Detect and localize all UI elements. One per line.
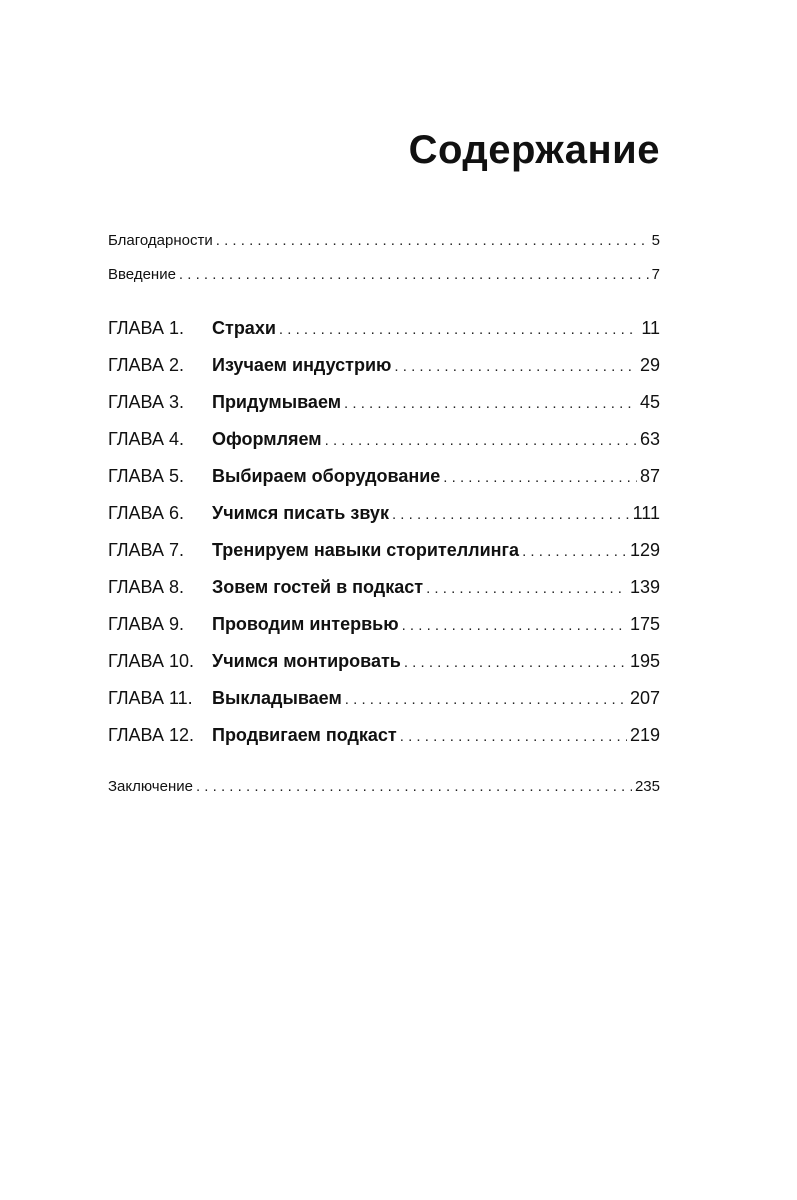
- toc-chapter-2[interactable]: [108, 355, 660, 376]
- dot-leader: [216, 232, 649, 249]
- dot-leader: [345, 691, 627, 708]
- chapter-number: ГЛАВА 9.: [108, 614, 184, 634]
- toc-chapter-3[interactable]: [108, 392, 660, 413]
- dot-leader: [426, 580, 627, 597]
- toc-page-number: 129: [629, 540, 660, 560]
- dot-leader: [402, 617, 627, 634]
- chapter-title: Придумываем: [212, 392, 342, 412]
- dot-leader: [392, 506, 630, 523]
- toc-entry-label: Благодарности: [108, 232, 213, 249]
- toc-page-number: 207: [629, 688, 660, 708]
- toc-page-number: 175: [629, 614, 660, 634]
- chapter-number: ГЛАВА 3.: [108, 392, 184, 412]
- chapter-title: Продвигаем подкаст: [212, 725, 397, 745]
- chapter-number: ГЛАВА 4.: [108, 429, 184, 449]
- chapter-number: ГЛАВА 8.: [108, 577, 184, 597]
- toc-entry-acknowledgements[interactable]: [108, 232, 660, 249]
- chapter-title: Учимся писать звук: [212, 503, 389, 523]
- chapter-title: Изучаем индустрию: [212, 355, 392, 375]
- toc-chapter-11[interactable]: [108, 688, 660, 709]
- chapter-title: Выкладываем: [212, 688, 342, 708]
- toc-page-number: 111: [632, 503, 660, 523]
- dot-leader: [443, 469, 637, 486]
- chapter-number: ГЛАВА 7.: [108, 540, 184, 560]
- toc-page-number: 5: [651, 232, 660, 249]
- toc-page-number: 195: [629, 651, 660, 671]
- toc-page-number: 29: [639, 355, 660, 375]
- toc-chapter-10[interactable]: [108, 651, 660, 672]
- toc-chapter-5[interactable]: [108, 466, 660, 487]
- toc-page-number: 219: [629, 725, 660, 745]
- chapter-title: Оформляем: [212, 429, 322, 449]
- chapter-number: ГЛАВА 5.: [108, 466, 184, 486]
- toc-entry-label: Введение: [108, 266, 176, 283]
- toc-page-number: 7: [651, 266, 660, 283]
- dot-leader: [196, 778, 632, 795]
- toc-page-number: 11: [641, 318, 660, 338]
- dot-leader: [522, 543, 627, 560]
- chapter-title: Зовем гостей в подкаст: [212, 577, 424, 597]
- dot-leader: [325, 432, 637, 449]
- toc-chapter-4[interactable]: [108, 429, 660, 450]
- chapter-title: Тренируем навыки сторителлинга: [212, 540, 520, 560]
- toc-page-number: 139: [629, 577, 660, 597]
- dot-leader: [344, 395, 637, 412]
- toc-entry-conclusion[interactable]: [108, 778, 660, 795]
- page-title: Содержание: [408, 128, 660, 172]
- chapter-number: ГЛАВА 12.: [108, 725, 194, 745]
- toc-entry-introduction[interactable]: [108, 266, 660, 283]
- chapter-number: ГЛАВА 1.: [108, 318, 184, 338]
- dot-leader: [279, 321, 638, 338]
- toc-chapter-1[interactable]: [108, 318, 660, 339]
- toc-page-number: 63: [639, 429, 660, 449]
- toc-page-number: 87: [639, 466, 660, 486]
- dot-leader: [404, 654, 627, 671]
- chapter-title: Проводим интервью: [212, 614, 399, 634]
- dot-leader: [400, 728, 627, 745]
- toc-chapter-6[interactable]: [108, 503, 660, 524]
- chapter-title: Страхи: [212, 318, 276, 338]
- chapter-title: Учимся монтировать: [212, 651, 401, 671]
- chapter-title: Выбираем оборудование: [212, 466, 441, 486]
- chapter-number: ГЛАВА 11.: [108, 688, 193, 708]
- dot-leader: [179, 266, 649, 283]
- toc-page-number: 45: [639, 392, 660, 412]
- toc-chapter-7[interactable]: [108, 540, 660, 561]
- toc-chapter-12[interactable]: [108, 725, 660, 746]
- toc-chapter-8[interactable]: [108, 577, 660, 598]
- chapter-number: ГЛАВА 2.: [108, 355, 184, 375]
- chapter-number: ГЛАВА 10.: [108, 651, 194, 671]
- dot-leader: [394, 358, 637, 375]
- toc-entry-label: Заключение: [108, 778, 193, 795]
- chapter-number: ГЛАВА 6.: [108, 503, 184, 523]
- toc-chapter-9[interactable]: [108, 614, 660, 635]
- toc-page-number: 235: [634, 778, 660, 795]
